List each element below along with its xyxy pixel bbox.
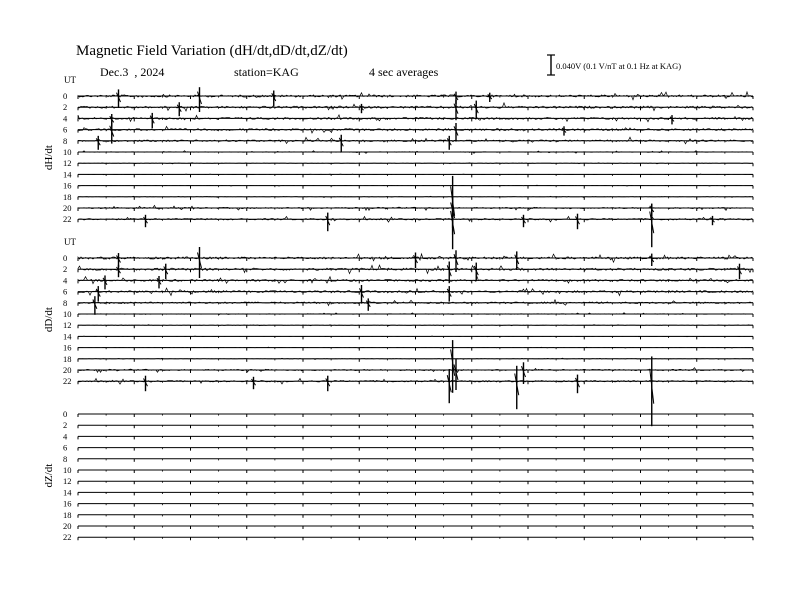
- hour-tick-label: 8: [63, 453, 68, 464]
- hour-tick-label: 18: [63, 509, 72, 520]
- hour-tick-label: 6: [63, 286, 68, 297]
- scale-label: 0.040V (0.1 V/nT at 0.1 Hz at KAG): [556, 61, 682, 71]
- chart-title: Magnetic Field Variation (dH/dt,dD/dt,dZ/dt): [76, 43, 348, 59]
- panel-dh-dt: [43, 75, 753, 249]
- date-label: Dec.3 , 2024: [100, 65, 165, 79]
- hour-tick-label: 20: [63, 203, 72, 213]
- station-label: station=KAG: [234, 65, 299, 79]
- panel-ylabel: dZ/dt: [43, 463, 55, 488]
- panel-ylabel: dH/dt: [43, 145, 55, 171]
- ut-label: UT: [64, 237, 76, 247]
- panel-dz-dt: [43, 409, 753, 542]
- hour-tick-label: 20: [63, 365, 72, 375]
- hour-tick-label: 2: [63, 420, 68, 431]
- hour-tick-label: 10: [63, 309, 72, 319]
- hour-tick-label: 8: [63, 297, 68, 308]
- trace-line: [78, 347, 753, 348]
- hour-tick-label: 4: [63, 431, 68, 442]
- hour-tick-label: 12: [63, 320, 72, 331]
- panel-dd-dt: [43, 237, 753, 426]
- hour-tick-label: 6: [63, 124, 68, 135]
- hour-tick-label: 22: [63, 376, 72, 387]
- hour-tick-label: 10: [63, 465, 72, 475]
- scale-bar-icon: [547, 55, 555, 75]
- hour-tick-label: 6: [63, 442, 68, 453]
- panel-ylabel: dD/dt: [43, 307, 55, 333]
- hour-tick-label: 0: [63, 253, 68, 263]
- hour-tick-label: 14: [63, 331, 72, 342]
- trace-line: [78, 185, 753, 186]
- hour-tick-label: 16: [63, 180, 72, 191]
- hour-tick-label: 14: [63, 169, 72, 180]
- hour-tick-label: 0: [63, 409, 68, 419]
- hour-tick-label: 10: [63, 147, 72, 157]
- hour-tick-label: 2: [63, 264, 68, 275]
- ut-label: UT: [64, 75, 76, 85]
- hour-tick-label: 2: [63, 102, 68, 113]
- averaging-label: 4 sec averages: [369, 65, 439, 79]
- hour-tick-label: 22: [63, 532, 72, 543]
- hour-tick-label: 14: [63, 487, 72, 498]
- hour-tick-label: 18: [63, 191, 72, 202]
- hour-tick-label: 16: [63, 342, 72, 353]
- hour-tick-label: 18: [63, 353, 72, 364]
- hour-tick-label: 12: [63, 476, 72, 487]
- hour-tick-label: 4: [63, 275, 68, 286]
- hour-tick-label: 12: [63, 158, 72, 169]
- hour-tick-label: 16: [63, 498, 72, 509]
- hour-tick-label: 0: [63, 91, 68, 101]
- hour-tick-label: 20: [63, 521, 72, 531]
- hour-tick-label: 4: [63, 113, 68, 124]
- hour-tick-label: 8: [63, 135, 68, 146]
- hour-tick-label: 22: [63, 214, 72, 225]
